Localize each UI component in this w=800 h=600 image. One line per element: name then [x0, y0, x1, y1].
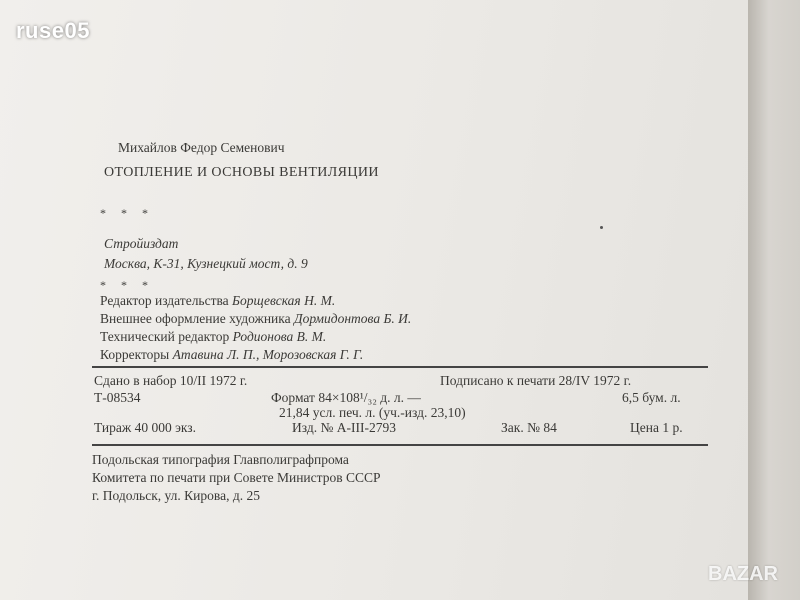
stars-divider-2: * * *: [100, 278, 154, 292]
page-edge-shadow: [748, 0, 800, 600]
author-name: Михайлов Федор Семенович: [118, 140, 285, 155]
imprint-price: Цена 1 р.: [630, 420, 683, 435]
printer-line-1: Подольская типография Главполиграфпрома: [92, 452, 349, 467]
imprint-signed: Подписано к печати 28/IV 1972 г.: [440, 373, 632, 388]
staff-line-tech-editor: Технический редактор Родионова В. М.: [100, 329, 327, 344]
printer-line-3: г. Подольск, ул. Кирова, д. 25: [92, 488, 260, 503]
publisher-address: Москва, К-31, Кузнецкий мост, д. 9: [104, 256, 308, 271]
bottom-rule: [92, 444, 708, 446]
printer-line-2: Комитета по печати при Совете Министров СССР: [92, 470, 381, 485]
imprint-izd: Изд. № А-III-2793: [292, 420, 396, 435]
staff-line-artist: Внешнее оформление художника Дормидонтова Б. И.: [100, 311, 412, 326]
imprint-paper: 6,5 бум. л.: [622, 390, 681, 405]
imprint-order: Зак. № 84: [501, 420, 557, 435]
top-rule: [92, 366, 708, 368]
imprint-sent: Сдано в набор 10/II 1972 г.: [94, 373, 248, 388]
book-title: ОТОПЛЕНИЕ И ОСНОВЫ ВЕНТИЛЯЦИИ: [104, 165, 379, 180]
staff-line-correctors: Корректоры Атавина Л. П., Морозовская Г. Г.: [100, 347, 364, 362]
imprint-format: Формат 84×108¹/₃₂ д. л. —: [271, 390, 421, 405]
imprint-code: Т-08534: [94, 390, 141, 405]
staff-line-editor: Редактор издательства Борщевская Н. М.: [100, 293, 336, 308]
imprint-sheets: 21,84 усл. печ. л. (уч.-изд. 23,10): [279, 405, 466, 420]
bazar-logo: BAZAR: [708, 563, 778, 585]
ink-dot: [600, 226, 603, 229]
imprint-run: Тираж 40 000 экз.: [94, 420, 196, 435]
stars-divider-1: * * *: [100, 206, 154, 220]
watermark-text: ruse05: [16, 18, 90, 43]
publisher-name: Стройиздат: [104, 236, 179, 251]
